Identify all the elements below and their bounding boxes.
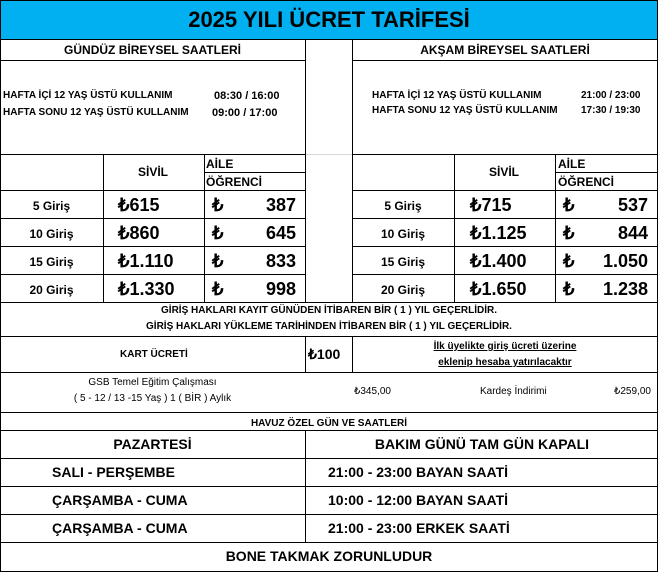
civil-price: ₺1.110	[118, 251, 174, 271]
day-weekend-label: HAFTA SONU 12 YAŞ ÜSTÜ KULLANIM	[3, 107, 189, 118]
civil-price: ₺1.330	[118, 279, 175, 299]
page-title: 2025 YILI ÜCRET TARİFESİ	[188, 7, 470, 32]
entries-label: 10 Giriş	[380, 227, 426, 241]
sibling-discount-label: Kardeş İndirimi	[480, 386, 547, 397]
pool-row-info: 21:00 - 23:00 BAYAN SAATİ	[328, 464, 509, 480]
entries-label: 15 Giriş	[29, 255, 74, 269]
day-weekend-hours: 09:00 / 17:00	[212, 107, 278, 119]
currency-symbol: ₺	[212, 223, 224, 243]
currency-symbol: ₺	[212, 279, 224, 299]
student-price: 998	[265, 279, 296, 299]
gsb-price: ₺345,00	[354, 386, 391, 397]
entries-label: 20 Giriş	[380, 283, 426, 297]
day-weekday-label: HAFTA İÇİ 12 YAŞ ÜSTÜ KULLANIM	[3, 90, 173, 101]
evening-weekend-hours: 17:30 / 19:30	[581, 105, 641, 116]
day-civil-header: SİVİL	[137, 165, 168, 179]
card-fee-label: KART ÜCRETİ	[120, 349, 188, 360]
entries-label: 10 Giriş	[29, 227, 74, 241]
civil-price: ₺615	[118, 195, 160, 215]
pool-row-info: BAKIM GÜNÜ TAM GÜN KAPALI	[374, 436, 590, 452]
sibling-discount-price: ₺259,00	[614, 386, 651, 397]
student-price: 844	[617, 223, 648, 243]
currency-symbol: ₺	[563, 195, 575, 215]
evening-weekend-label: HAFTA SONU 12 YAŞ ÜSTÜ KULLANIM	[372, 105, 558, 116]
evening-heading: AKŞAM BİREYSEL SAATLERİ	[420, 43, 590, 57]
currency-symbol: ₺	[563, 223, 575, 243]
pool-row-info: 10:00 - 12:00 BAYAN SAATİ	[328, 492, 509, 508]
civil-price: ₺1.650	[470, 279, 527, 299]
entries-label: 20 Giriş	[29, 283, 74, 297]
day-student-header: ÖĞRENCİ	[206, 175, 263, 189]
student-price: 1.238	[602, 279, 648, 299]
currency-symbol: ₺	[563, 279, 575, 299]
civil-price: ₺1.125	[470, 223, 527, 243]
pool-row-day: SALI - PERŞEMBE	[52, 464, 175, 480]
pool-row-info: 21:00 - 23:00 ERKEK SAATİ	[328, 520, 510, 536]
card-fee-note-1: İlk üyelikte giriş ücreti üzerine	[433, 341, 577, 352]
evening-civil-header: SİVİL	[488, 165, 519, 179]
civil-price: ₺715	[470, 195, 512, 215]
day-family-header: AİLE	[206, 157, 234, 171]
evening-weekday-hours: 21:00 / 23:00	[581, 90, 641, 101]
evening-weekday-label: HAFTA İÇİ 12 YAŞ ÜSTÜ KULLANIM	[372, 90, 542, 101]
pool-footer: BONE TAKMAK ZORUNLUDUR	[225, 548, 433, 564]
student-price: 833	[265, 251, 296, 271]
civil-price: ₺1.400	[470, 251, 527, 271]
card-fee-price: ₺100	[308, 346, 341, 362]
student-price: 537	[617, 195, 648, 215]
entries-label: 15 Giriş	[380, 255, 426, 269]
validity-note-2: GİRİŞ HAKLARI YÜKLEME TARİHİNDEN İTİBAREN BİR ( 1 ) YIL GEÇERLİDİR.	[146, 321, 512, 332]
evening-student-header: ÖĞRENCİ	[558, 175, 615, 189]
pool-heading: HAVUZ ÖZEL GÜN VE SAATLERİ	[250, 418, 408, 429]
student-price: 1.050	[602, 251, 648, 271]
entries-label: 5 Giriş	[384, 199, 422, 213]
currency-symbol: ₺	[212, 251, 224, 271]
pool-row-day: ÇARŞAMBA - CUMA	[52, 492, 188, 508]
gsb-label-1: GSB Temel Eğitim Çalışması	[88, 377, 217, 388]
day-weekday-hours: 08:30 / 16:00	[214, 90, 280, 102]
entries-label: 5 Giriş	[32, 199, 71, 213]
gsb-label-2: ( 5 - 12 / 13 -15 Yaş ) 1 ( BİR ) Aylık	[73, 393, 232, 404]
day-heading: GÜNDÜZ BİREYSEL SAATLERİ	[64, 43, 241, 57]
evening-family-header: AİLE	[558, 157, 586, 171]
student-price: 645	[265, 223, 296, 243]
student-price: 387	[265, 195, 296, 215]
card-fee-note-2: eklenip hesaba yatırılacaktır	[438, 357, 572, 368]
currency-symbol: ₺	[563, 251, 575, 271]
pool-row-day: PAZARTESİ	[113, 436, 192, 452]
currency-symbol: ₺	[212, 195, 224, 215]
validity-note-1: GİRİŞ HAKLARI KAYIT GÜNÜDEN İTİBAREN BİR ( 1 ) YIL GEÇERLİDİR.	[161, 305, 497, 316]
pool-row-day: ÇARŞAMBA - CUMA	[52, 520, 188, 536]
civil-price: ₺860	[118, 223, 160, 243]
